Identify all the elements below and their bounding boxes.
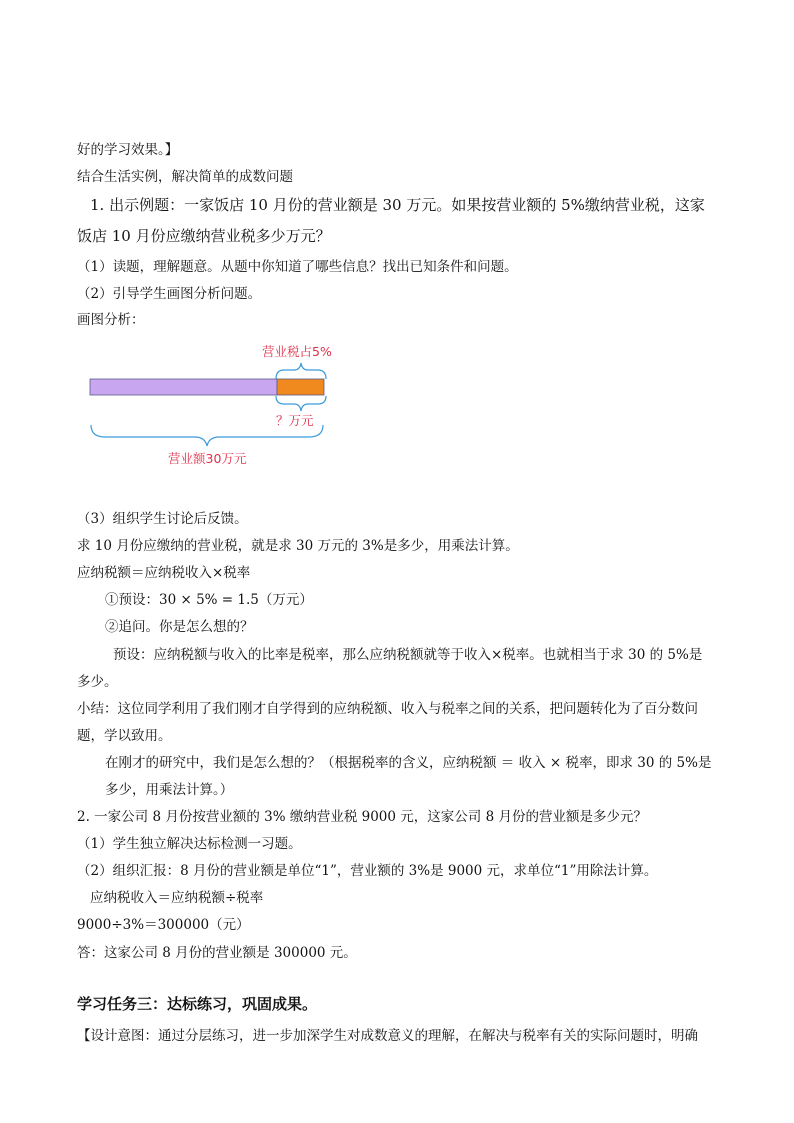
- follow-up-question: ②追问。你是怎么想的？: [105, 619, 254, 635]
- total-brace: [91, 425, 323, 446]
- section-heading: 学习任务三：达标练习，巩固成果。: [77, 995, 318, 1013]
- formula-line: 应纳税收入＝应纳税额÷税率: [90, 890, 264, 906]
- problem-2-step-1: （1）学生独立解决达标检测一习题。: [77, 836, 302, 852]
- section-subtitle: 结合生活实例，解决简单的成数问题: [77, 169, 293, 185]
- example-problem-line1: 1. 出示例题：一家饭店 10 月份的营业额是 30 万元。如果按营业额的 5%缴纳营业税，这家: [90, 196, 705, 214]
- step-1: （1）读题，理解题意。从题中你知道了哪些信息？找出已知条件和问题。: [77, 259, 518, 275]
- tax-portion-bar: [277, 379, 324, 395]
- total-revenue-label: 营业额30万元: [168, 451, 247, 466]
- reflection-line1: 在刚才的研究中，我们是怎么想的？（根据税率的含义，应纳税额 ＝ 收入 × 税率，即求 30 的 5%是: [105, 755, 712, 771]
- reflection-line2: 多少，用乘法计算。）: [105, 782, 234, 798]
- tax-percent-label: 营业税占5%: [262, 344, 332, 359]
- diagram-caption: 画图分析：: [77, 312, 145, 328]
- preset-answer: ①预设：30 × 5% = 1.5（万元）: [105, 592, 313, 608]
- text-line: 求 10 月份应缴纳的营业税，就是求 30 万元的 3%是多少，用乘法计算。: [77, 538, 519, 554]
- problem-2: 2. 一家公司 8 月份按营业额的 3% 缴纳营业税 9000 元，这家公司 8 月份的营业额是多少元？: [77, 809, 647, 825]
- preset-explanation: 预设：应纳税额与收入的比率是税率，那么应纳税额就等于收入×税率。也就相当于求 30 的 5%是: [113, 647, 703, 663]
- unknown-amount-label: ？万元: [276, 413, 314, 428]
- text-line: 好的学习效果。】: [77, 142, 179, 158]
- text-line: 多少。: [77, 674, 118, 690]
- step-2: （2）引导学生画图分析问题。: [77, 286, 262, 302]
- example-problem-line2: 饭店 10 月份应缴纳营业税多少万元？: [77, 227, 331, 245]
- formula-line: 应纳税额＝应纳税收入×税率: [77, 565, 251, 581]
- total-revenue-bar: [90, 379, 277, 395]
- tax-top-brace: [276, 363, 326, 379]
- step-3: （3）组织学生讨论后反馈。: [77, 511, 248, 527]
- design-intent: 【设计意图：通过分层练习，进一步加深学生对成数意义的理解，在解决与税率有关的实际问题时，明确: [77, 1028, 698, 1044]
- tax-bottom-brace: [276, 396, 326, 411]
- tax-diagram: [0, 0, 794, 480]
- answer-line: 答：这家公司 8 月份的营业额是 300000 元。: [77, 945, 357, 961]
- problem-2-step-2: （2）组织汇报：8 月份的营业额是单位“1”，营业额的 3%是 9000 元，求单位“1”用除法计算。: [77, 863, 658, 879]
- summary-line2: 题，学以致用。: [77, 728, 172, 744]
- summary-line1: 小结：这位同学利用了我们刚才自学得到的应纳税额、收入与税率之间的关系，把问题转化为了百分数问: [77, 701, 698, 717]
- calculation-line: 9000÷3%＝300000（元）: [77, 917, 250, 933]
